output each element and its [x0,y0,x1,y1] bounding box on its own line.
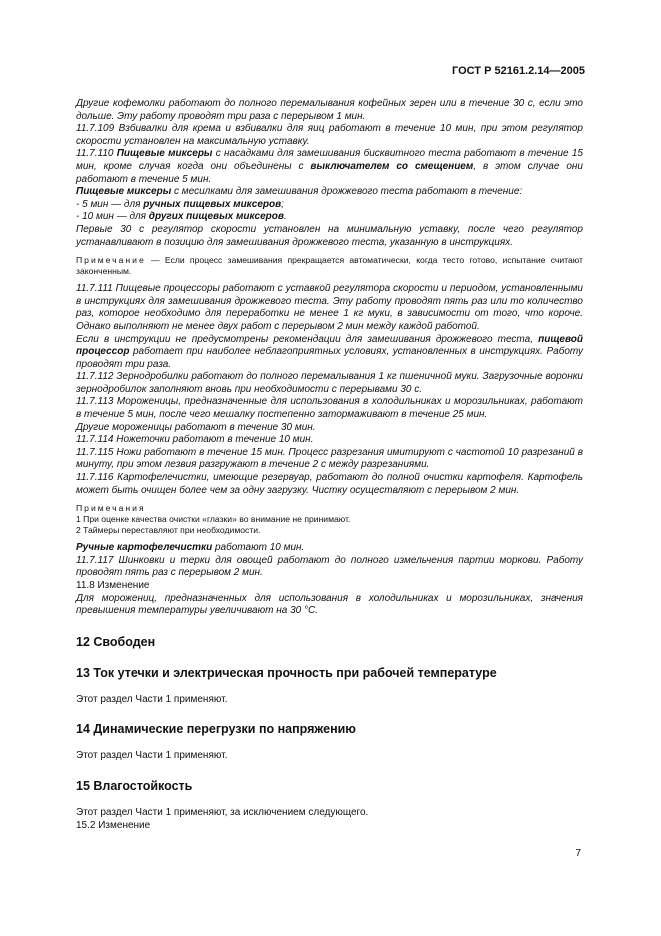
paragraph-text: Для морожениц, предназначенных для использования в холодильниках и морозильниках, значения превышения температуры увеличивают на 30 °С. [76,592,583,617]
clause-11-7-109 [76,123,583,148]
paragraph-text: Если в инструкции не предусмотрены рекомендации для замешивания дрожжевого теста, [76,333,539,345]
list-text: - 10 мин — для [76,211,149,223]
spacer [76,763,583,779]
paragraph-text: работают 10 мин. [212,542,305,554]
term: других пищевых миксеров [148,211,284,223]
document-number: ГОСТ Р 52161.2.14—2005 [451,65,585,77]
section-text: Этот раздел Части 1 применяют, за исключением следующего. [76,806,369,818]
term: Ручные картофелечистки [76,542,213,554]
note-text: 2 Таймеры переставляют при необходимости. [76,525,261,536]
term: пищевой процессор [76,333,583,358]
paragraph-text: 11.7.111 Пищевые процессоры работают с уставкой регулятора скорости и периодом, установленными в инструкциях для замешивания дрожжевого теста. Эту работу проводят пять раз или то количество раз, которое необходимо для переработки не менее 1 кг муки, в зависимости от того, что короче. Однако выполняют не менее двух работ с перерывом 2 мин между каждой работой. [76,283,583,332]
paragraph [76,422,583,435]
note-text: — Если процесс замешивания прекращается автоматически, когда тесто готово, испытание считают законченным. [76,255,583,277]
list-text: - 5 мин — для [76,198,144,210]
section-heading-15: 15 Влагостойкость [76,778,193,793]
section-text: Этот раздел Части 1 применяют. [76,693,228,705]
section-heading-12: 12 Свободен [76,634,156,649]
clause-11-7-116 [76,472,583,497]
paragraph-text: 11.7.112 Зернодробилки работают до полного перемалывания 1 кг пшеничной муки. Загрузочные воронки зернодробилок заполняют вновь при необходимости с перерывами 30 с. [76,371,583,395]
term: Пищевые миксеры [76,186,172,198]
paragraph [76,593,583,618]
clause-11-7-110 [76,148,583,186]
note-item [76,525,583,536]
spacer [76,706,583,722]
list-text: . [283,211,287,223]
paragraph-text: 11.7.113 Мороженицы, предназначенные для использования в холодильниках и морозильниках, работают в течение 5 мин, после чего мешалку постепенно затормаживают в течение 25 мин. [76,396,583,421]
list-text: ; [281,198,284,210]
note-title: Примечание [76,255,146,266]
notes-title [76,503,583,514]
note-text: 1 При оценке качества очистки «глазки» во внимание не принимают. [76,514,351,525]
spacer [76,681,583,694]
paragraph [76,186,583,199]
paragraph-text: с насадками для замешивания бисквитного теста работают в течение 15 мин, кроме случая когда они объединены с [76,148,583,172]
paragraph-text: 11.7.117 Шинковки и терки для овощей работают до полного измельчения партии моркови. Работу проводят пять раз с перерывом 2 мин. [76,554,583,579]
term: Пищевые миксеры [116,148,213,160]
list-item [76,211,583,224]
paragraph-text: 11.7.115 Ножи работают в течение 15 мин. Процесс разрезания имитируют с частотой 10 разрезаний в минуту, при этом лезвия разгружают в течение 2 с между разрезаниями. [76,446,583,471]
paragraph-text: с месилками для замешивания дрожжевого теста работают в течение: [171,186,523,198]
clause-11-7-115 [76,447,583,472]
clause-11-7-112 [76,371,583,396]
paragraph-text: , в этом случае они работают в течение 5 мин. [76,160,583,185]
note-item [76,514,583,525]
clause-11-7-111 [76,283,583,333]
paragraph-text: 11.7.116 Картофелечистки, имеющие резервуар, работают до полной очистки картофеля. Картофель может быть очищен более чем за одну загрузку. Чистку осуществляют с перерывом 2 мин. [76,472,583,496]
paragraph [76,334,583,372]
paragraph-text: 11.7.109 Взбивалки для крема и взбивалки для яиц работают в течение 10 мин, при этом регулятор скорости установлен на максимальную уставку. [76,123,583,147]
clause-11-7-117 [76,555,583,580]
section-heading-14: 14 Динамические перегрузки по напряжению [76,722,356,737]
paragraph [76,98,583,123]
paragraph-text: Другие мороженицы работают в течение 30 мин. [76,421,316,433]
clause-15-2: 15.2 Изменение [76,819,151,831]
paragraph-text: Другие кофемолки работают до полного перемалывания кофейных зерен или в течение 30 с, если это дольше. Эту работу проводят три раза с перерывом 1 мин. [76,98,583,122]
clause-11-8 [76,580,583,593]
list-item [76,199,583,212]
spacer [76,737,583,750]
spacer [76,650,583,666]
paragraph [76,224,583,249]
paragraph-text: работает при наиболее неблагоприятных условиях, установленных в инструкциях. Работу проводят три раза. [76,346,583,370]
paragraph [76,542,583,555]
page-content [76,98,583,832]
section-text: Этот раздел Части 1 применяют. [76,750,228,762]
section-heading-13: 13 Ток утечки и электрическая прочность при рабочей температуре [76,665,497,680]
page-number: 7 [575,848,581,859]
note-title: Примечания [76,503,146,514]
term: ручных пищевых миксеров [143,198,282,210]
clause-number: 11.7.110 [76,148,117,160]
paragraph-text: 11.7.114 Ножеточки работают в течение 10 мин. [76,434,314,446]
spacer [76,794,583,807]
clause-11-7-113 [76,396,583,421]
paragraph-text: Первые 30 с регулятор скорости установлен на минимальную уставку, после чего регулятор устанавливают в позицию для замешивания дрожжевого теста, указанную в инструкциях. [76,223,583,248]
term: выключателем со смещением [310,160,474,172]
note [76,255,583,277]
spacer [76,618,583,635]
paragraph-text: 11.8 Изменение [76,580,150,591]
clause-11-7-114 [76,434,583,447]
